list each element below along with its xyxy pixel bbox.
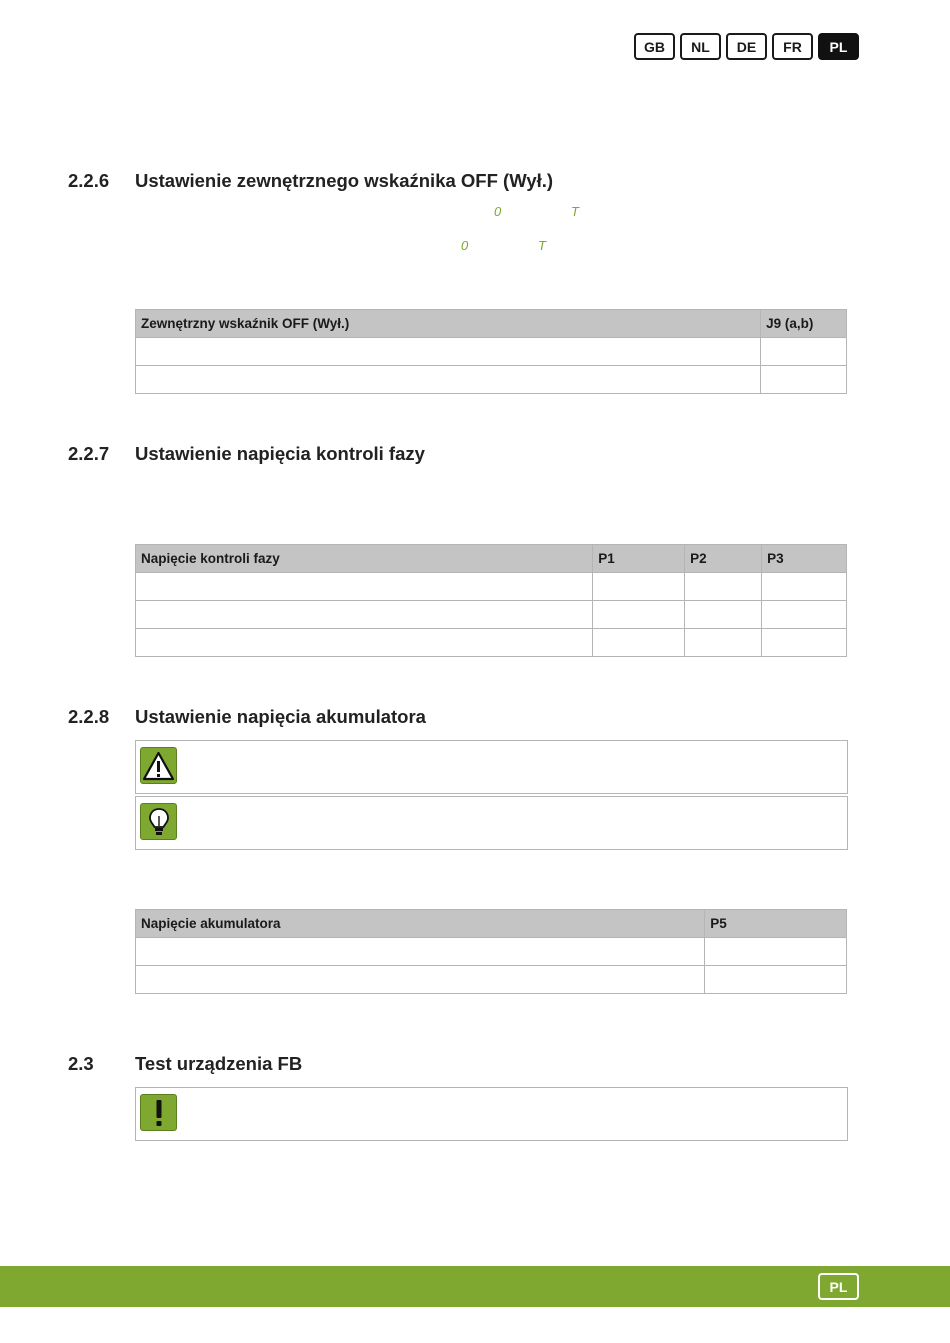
important-note (135, 1087, 848, 1141)
green-mark: 0 (461, 238, 469, 253)
table-cell (762, 573, 847, 601)
table-header-row (136, 910, 847, 938)
table-cell (136, 938, 705, 966)
table-cell (593, 629, 685, 657)
table-header: Napięcie akumulatora (136, 910, 705, 938)
lang-de-button[interactable]: DE (726, 33, 767, 60)
table-cell (762, 629, 847, 657)
table-cell (762, 601, 847, 629)
lightbulb-icon (140, 803, 177, 840)
section-title: Test urządzenia FB (135, 1053, 303, 1074)
table-row (136, 938, 847, 966)
table-cell (705, 938, 847, 966)
section-title: Ustawienie napięcia kontroli fazy (135, 443, 425, 464)
footer-language-badge: PL (818, 1273, 859, 1300)
phase-voltage-table (135, 544, 847, 657)
section-title: Ustawienie zewnętrznego wskaźnika OFF (Wył.) (135, 170, 554, 191)
table-cell (136, 966, 705, 994)
warning-note (135, 740, 848, 794)
lang-gb-button[interactable]: GB (634, 33, 675, 60)
table-header: Zewnętrzny wskaźnik OFF (Wył.) (136, 310, 761, 338)
table-row (136, 366, 847, 394)
table-header: Napięcie kontroli fazy (136, 545, 593, 573)
table-cell (593, 573, 685, 601)
table-cell (685, 629, 762, 657)
table-row (136, 601, 847, 629)
table-cell (705, 966, 847, 994)
table-cell (685, 601, 762, 629)
section-number: 2.3 (68, 1053, 94, 1074)
table-cell (685, 573, 762, 601)
exclamation-icon (140, 1094, 177, 1131)
section-number: 2.2.7 (68, 443, 110, 464)
table-header: P3 (762, 545, 847, 573)
off-indicator-table (135, 309, 847, 394)
battery-voltage-table (135, 909, 847, 994)
table-cell (761, 366, 847, 394)
footer-bar (0, 1266, 950, 1307)
green-mark: T (538, 238, 546, 253)
lang-fr-button[interactable]: FR (772, 33, 813, 60)
section-heading-2-2-6 (68, 170, 553, 192)
language-selector (634, 33, 859, 60)
table-cell (593, 601, 685, 629)
green-mark: T (571, 204, 579, 219)
table-row (136, 338, 847, 366)
warning-triangle-icon (140, 747, 177, 784)
table-header: P5 (705, 910, 847, 938)
table-header-row (136, 545, 847, 573)
table-header-row (136, 310, 847, 338)
table-row (136, 573, 847, 601)
section-heading-2-2-8 (68, 706, 426, 728)
table-cell (136, 601, 593, 629)
table-header: J9 (a,b) (761, 310, 847, 338)
section-number: 2.2.6 (68, 170, 110, 191)
table-cell (136, 366, 761, 394)
green-mark: 0 (494, 204, 502, 219)
section-title: Ustawienie napięcia akumulatora (135, 706, 426, 727)
section-heading-2-2-7 (68, 443, 425, 465)
table-row (136, 966, 847, 994)
tip-note (135, 796, 848, 850)
section-heading-2-3 (68, 1053, 302, 1075)
table-header: P1 (593, 545, 685, 573)
table-row (136, 629, 847, 657)
table-cell (136, 338, 761, 366)
table-cell (136, 629, 593, 657)
lang-pl-button[interactable]: PL (818, 33, 859, 60)
lang-nl-button[interactable]: NL (680, 33, 721, 60)
section-number: 2.2.8 (68, 706, 110, 727)
table-cell (761, 338, 847, 366)
table-header: P2 (685, 545, 762, 573)
table-cell (136, 573, 593, 601)
